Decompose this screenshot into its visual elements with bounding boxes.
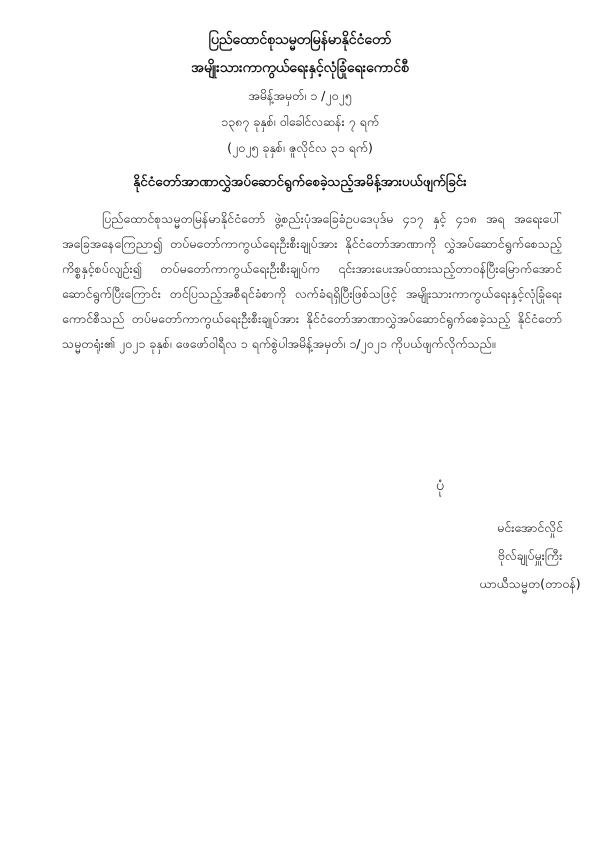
document-subject: နိုင်ငံတော်အာဏာလွှဲအပ်ဆောင်ရွက်စေခဲ့သည့်အမိန့်အားပယ်ဖျက်ခြင်း (133, 174, 467, 190)
date-gregorian: (၂၀၂၅ ခုနှစ်၊ ဇူလိုင်လ ၃၁ ရက်) (227, 140, 373, 155)
signatory-rank: ဗိုလ်ချုပ်မှူးကြီး (497, 548, 563, 563)
order-number: အမိန့်အမှတ်၊ ၁ /၂၀၂၅ (248, 88, 352, 103)
date-myanmar: ၁၃၈၇ ခုနှစ်၊ ဝါခေါင်လဆန်း ၇ ရက် (220, 114, 380, 129)
body-paragraph-block (62, 206, 562, 356)
signatory-name: မင်းအောင်လှိုင် (497, 520, 563, 535)
header-country-name: ပြည်ထောင်စုသမ္မတမြန်မာနိုင်ငံတော် (208, 32, 392, 48)
header-council-name: အမျိုးသားကာကွယ်ရေးနှင့်လုံခြုံရေးကောင်စီ (191, 60, 409, 76)
body-paragraph: ပြည်ထောင်စုသမ္မတမြန်မာနိုင်ငံတော် ဖွဲ့စည်းပုံအခြေခံဥပဒေပုဒ်မ ၄၁၇ နှင့် ၄၁၈ အရ အရေးပေါ်အခြေအနေကြေညာ၍ တပ်မတော်ကာကွယ်ရေးဦးစီးချုပ်အား နိုင်ငံတော်အာဏာကို လွှဲအပ်ဆောင်ရွက်စေသည့်ကိစ္စနှင့်စပ်လျဉ်း၍ တပ်မတော်ကာကွယ်ရေးဦးစီးချုပ်က ၎င်းအားပေးအပ်ထားသည့်တာဝန်ပြီးမြောက်အောင် ဆောင်ရွက်ပြီးကြောင်း တင်ပြသည့်အစီရင်ခံစာကို လက်ခံရရှိပြီးဖြစ်သဖြင့် အမျိုးသားကာကွယ်ရေးနှင့်လုံခြုံရေးကောင်စီသည် တပ်မတော်ကာကွယ်ရေးဦးစီးချုပ်အား နိုင်ငံတော်အာဏာလွှဲအပ်ဆောင်ရွက်စေခဲ့သည့် နိုင်ငံတော်သမ္မတရုံး၏ ၂၀၂၁ ခုနှစ်၊ ဖေဖော်ဝါရီလ ၁ ရက်စွဲပါအမိန့်အမှတ်၊ ၁/၂၀၂၁ ကိုပယ်ဖျက်လိုက်သည်။ (62, 211, 562, 351)
signatory-title: ယာယီသမ္မတ(တာဝန်) (479, 576, 581, 591)
closing-mark: ပုံ (436, 478, 444, 494)
